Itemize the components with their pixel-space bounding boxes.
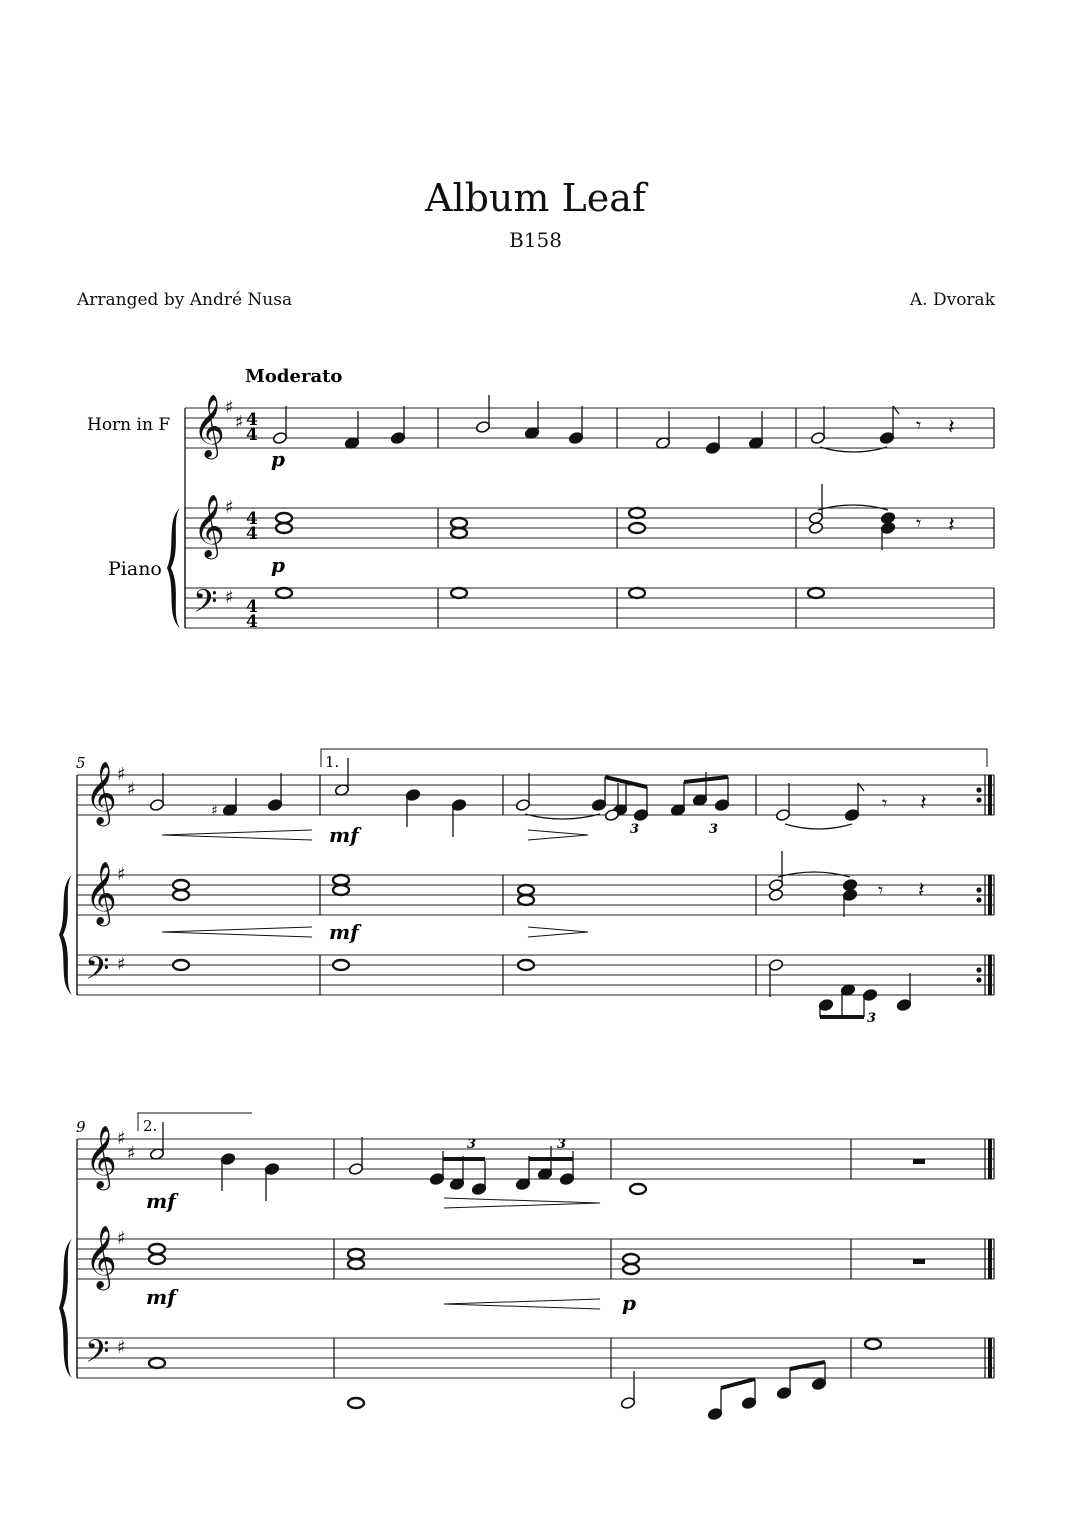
instrument-label-piano: Piano xyxy=(108,558,162,580)
sharp-icon: ♯ xyxy=(127,1143,136,1164)
sharp-icon: ♯ xyxy=(235,412,244,433)
repeat-dot xyxy=(977,898,981,902)
sharp-icon: ♯ xyxy=(225,587,234,608)
tuplet-number: 3 xyxy=(867,1011,877,1026)
whole-note xyxy=(276,588,292,598)
score-subtitle: B158 xyxy=(509,228,562,252)
sharp-icon: ♯ xyxy=(127,779,136,800)
whole-note xyxy=(276,523,292,533)
whole-note xyxy=(518,895,534,905)
whole-note xyxy=(629,508,645,518)
whole-note xyxy=(629,588,645,598)
dynamic-mf-horn-2: mf xyxy=(146,1189,176,1213)
whole-note xyxy=(333,875,349,885)
decrescendo-hairpin xyxy=(528,830,588,840)
treble-clef-icon: 𝄞 xyxy=(85,1225,117,1288)
composer-credit: A. Dvorak xyxy=(909,290,995,310)
repeat-dot xyxy=(977,798,981,802)
staff xyxy=(185,588,994,628)
whole-note xyxy=(333,960,349,970)
bass-clef-icon: 𝄢 xyxy=(193,583,218,627)
beam xyxy=(721,1379,755,1388)
whole-note xyxy=(623,1254,639,1264)
whole-note xyxy=(149,1358,165,1368)
treble-clef-icon: 𝄞 xyxy=(85,861,117,924)
whole-note xyxy=(276,513,292,523)
eighth-rest-icon: 𝄾 xyxy=(882,791,888,815)
bass-clef-icon: 𝄢 xyxy=(85,1333,110,1377)
quarter-rest-icon: 𝄽 xyxy=(948,513,955,538)
treble-clef-icon: 𝄞 xyxy=(85,761,117,824)
measure-number-5: 5 xyxy=(76,754,86,772)
quarter-rest-icon: 𝄽 xyxy=(948,415,955,440)
tie xyxy=(785,824,852,829)
repeat-dot xyxy=(977,968,981,972)
whole-note xyxy=(348,1398,364,1408)
whole-note xyxy=(630,1184,646,1194)
eighth-rest-icon: 𝄾 xyxy=(916,413,922,437)
volta-first xyxy=(321,749,987,767)
bass-clef-icon: 𝄢 xyxy=(85,950,110,994)
volta-second-label: 2. xyxy=(143,1117,158,1135)
tempo-marking: Moderato xyxy=(245,366,343,387)
sharp-icon: ♯ xyxy=(117,1228,126,1249)
whole-note xyxy=(451,588,467,598)
staff xyxy=(185,408,994,448)
crescendo-hairpin xyxy=(444,1299,600,1309)
whole-note xyxy=(348,1249,364,1259)
time-signature-horn xyxy=(246,410,258,445)
sharp-icon: ♯ xyxy=(117,954,126,975)
tuplet-number: 3 xyxy=(467,1137,477,1152)
dynamic-mf-piano: mf xyxy=(329,920,359,944)
notes xyxy=(149,395,955,1421)
note-head xyxy=(808,521,823,534)
sharp-icon: ♯ xyxy=(225,497,234,518)
staff xyxy=(77,1239,994,1279)
whole-note xyxy=(629,523,645,533)
sharp-icon: ♯ xyxy=(211,803,218,819)
crescendo-hairpin xyxy=(162,830,312,840)
dynamic-mf-piano-2: mf xyxy=(146,1285,176,1309)
whole-note xyxy=(173,960,189,970)
whole-note xyxy=(451,528,467,538)
tuplet-number: 3 xyxy=(630,822,640,837)
svg-text:4: 4 xyxy=(246,524,258,544)
whole-note xyxy=(173,880,189,890)
sharp-icon: ♯ xyxy=(117,764,126,785)
score-title: Album Leaf xyxy=(425,176,646,220)
sharp-icon: ♯ xyxy=(225,397,234,418)
measure-number-9: 9 xyxy=(76,1118,86,1136)
quarter-rest-icon: 𝄽 xyxy=(918,878,925,903)
treble-clef-icon: 𝄞 xyxy=(193,394,225,457)
sharp-icon: ♯ xyxy=(117,1128,126,1149)
whole-rest xyxy=(913,1259,925,1264)
treble-clef-icon: 𝄞 xyxy=(85,1125,117,1188)
repeat-dot xyxy=(977,788,981,792)
time-signature-piano-bass xyxy=(246,597,258,632)
flag xyxy=(858,783,864,791)
dynamic-p-piano: p xyxy=(271,553,285,577)
svg-text:4: 4 xyxy=(246,425,258,445)
dynamic-p-piano-2: p xyxy=(622,1291,636,1315)
time-signature-piano-treble xyxy=(246,509,258,544)
beam xyxy=(684,777,728,782)
instrument-label-horn: Horn in F xyxy=(87,415,171,435)
decrescendo-hairpin xyxy=(528,927,588,937)
sharp-icon: ♯ xyxy=(117,864,126,885)
svg-text:4: 4 xyxy=(246,597,258,617)
sharp-icon: ♯ xyxy=(117,1337,126,1358)
repeat-dot xyxy=(977,978,981,982)
whole-note xyxy=(518,885,534,895)
whole-note xyxy=(623,1264,639,1274)
flag xyxy=(893,406,899,414)
whole-note xyxy=(333,885,349,895)
staff xyxy=(77,955,994,995)
whole-note xyxy=(348,1259,364,1269)
whole-note xyxy=(173,890,189,900)
whole-note xyxy=(451,518,467,528)
staff xyxy=(185,508,994,548)
whole-note xyxy=(149,1254,165,1264)
whole-note xyxy=(149,1244,165,1254)
whole-note xyxy=(865,1339,881,1349)
whole-note xyxy=(808,588,824,598)
tuplet-number: 3 xyxy=(557,1137,567,1152)
volta-first-label: 1. xyxy=(325,753,340,771)
dynamic-mf-horn: mf xyxy=(329,823,359,847)
tuplet-number: 3 xyxy=(709,822,719,837)
staff xyxy=(77,1338,994,1378)
eighth-rest-icon: 𝄾 xyxy=(916,511,922,535)
svg-text:4: 4 xyxy=(246,612,258,632)
whole-note xyxy=(518,960,534,970)
eighth-rest-icon: 𝄾 xyxy=(878,878,884,902)
treble-clef-icon: 𝄞 xyxy=(193,494,225,557)
arranger-credit: Arranged by André Nusa xyxy=(77,290,293,310)
svg-text:4: 4 xyxy=(246,410,258,430)
crescendo-hairpin xyxy=(162,927,312,937)
repeat-dot xyxy=(977,888,981,892)
quarter-rest-icon: 𝄽 xyxy=(920,791,927,816)
whole-rest xyxy=(913,1159,925,1164)
note-head xyxy=(768,888,783,901)
svg-text:4: 4 xyxy=(246,509,258,529)
decrescendo-hairpin xyxy=(444,1198,600,1208)
dynamic-p-horn: p xyxy=(271,447,285,471)
